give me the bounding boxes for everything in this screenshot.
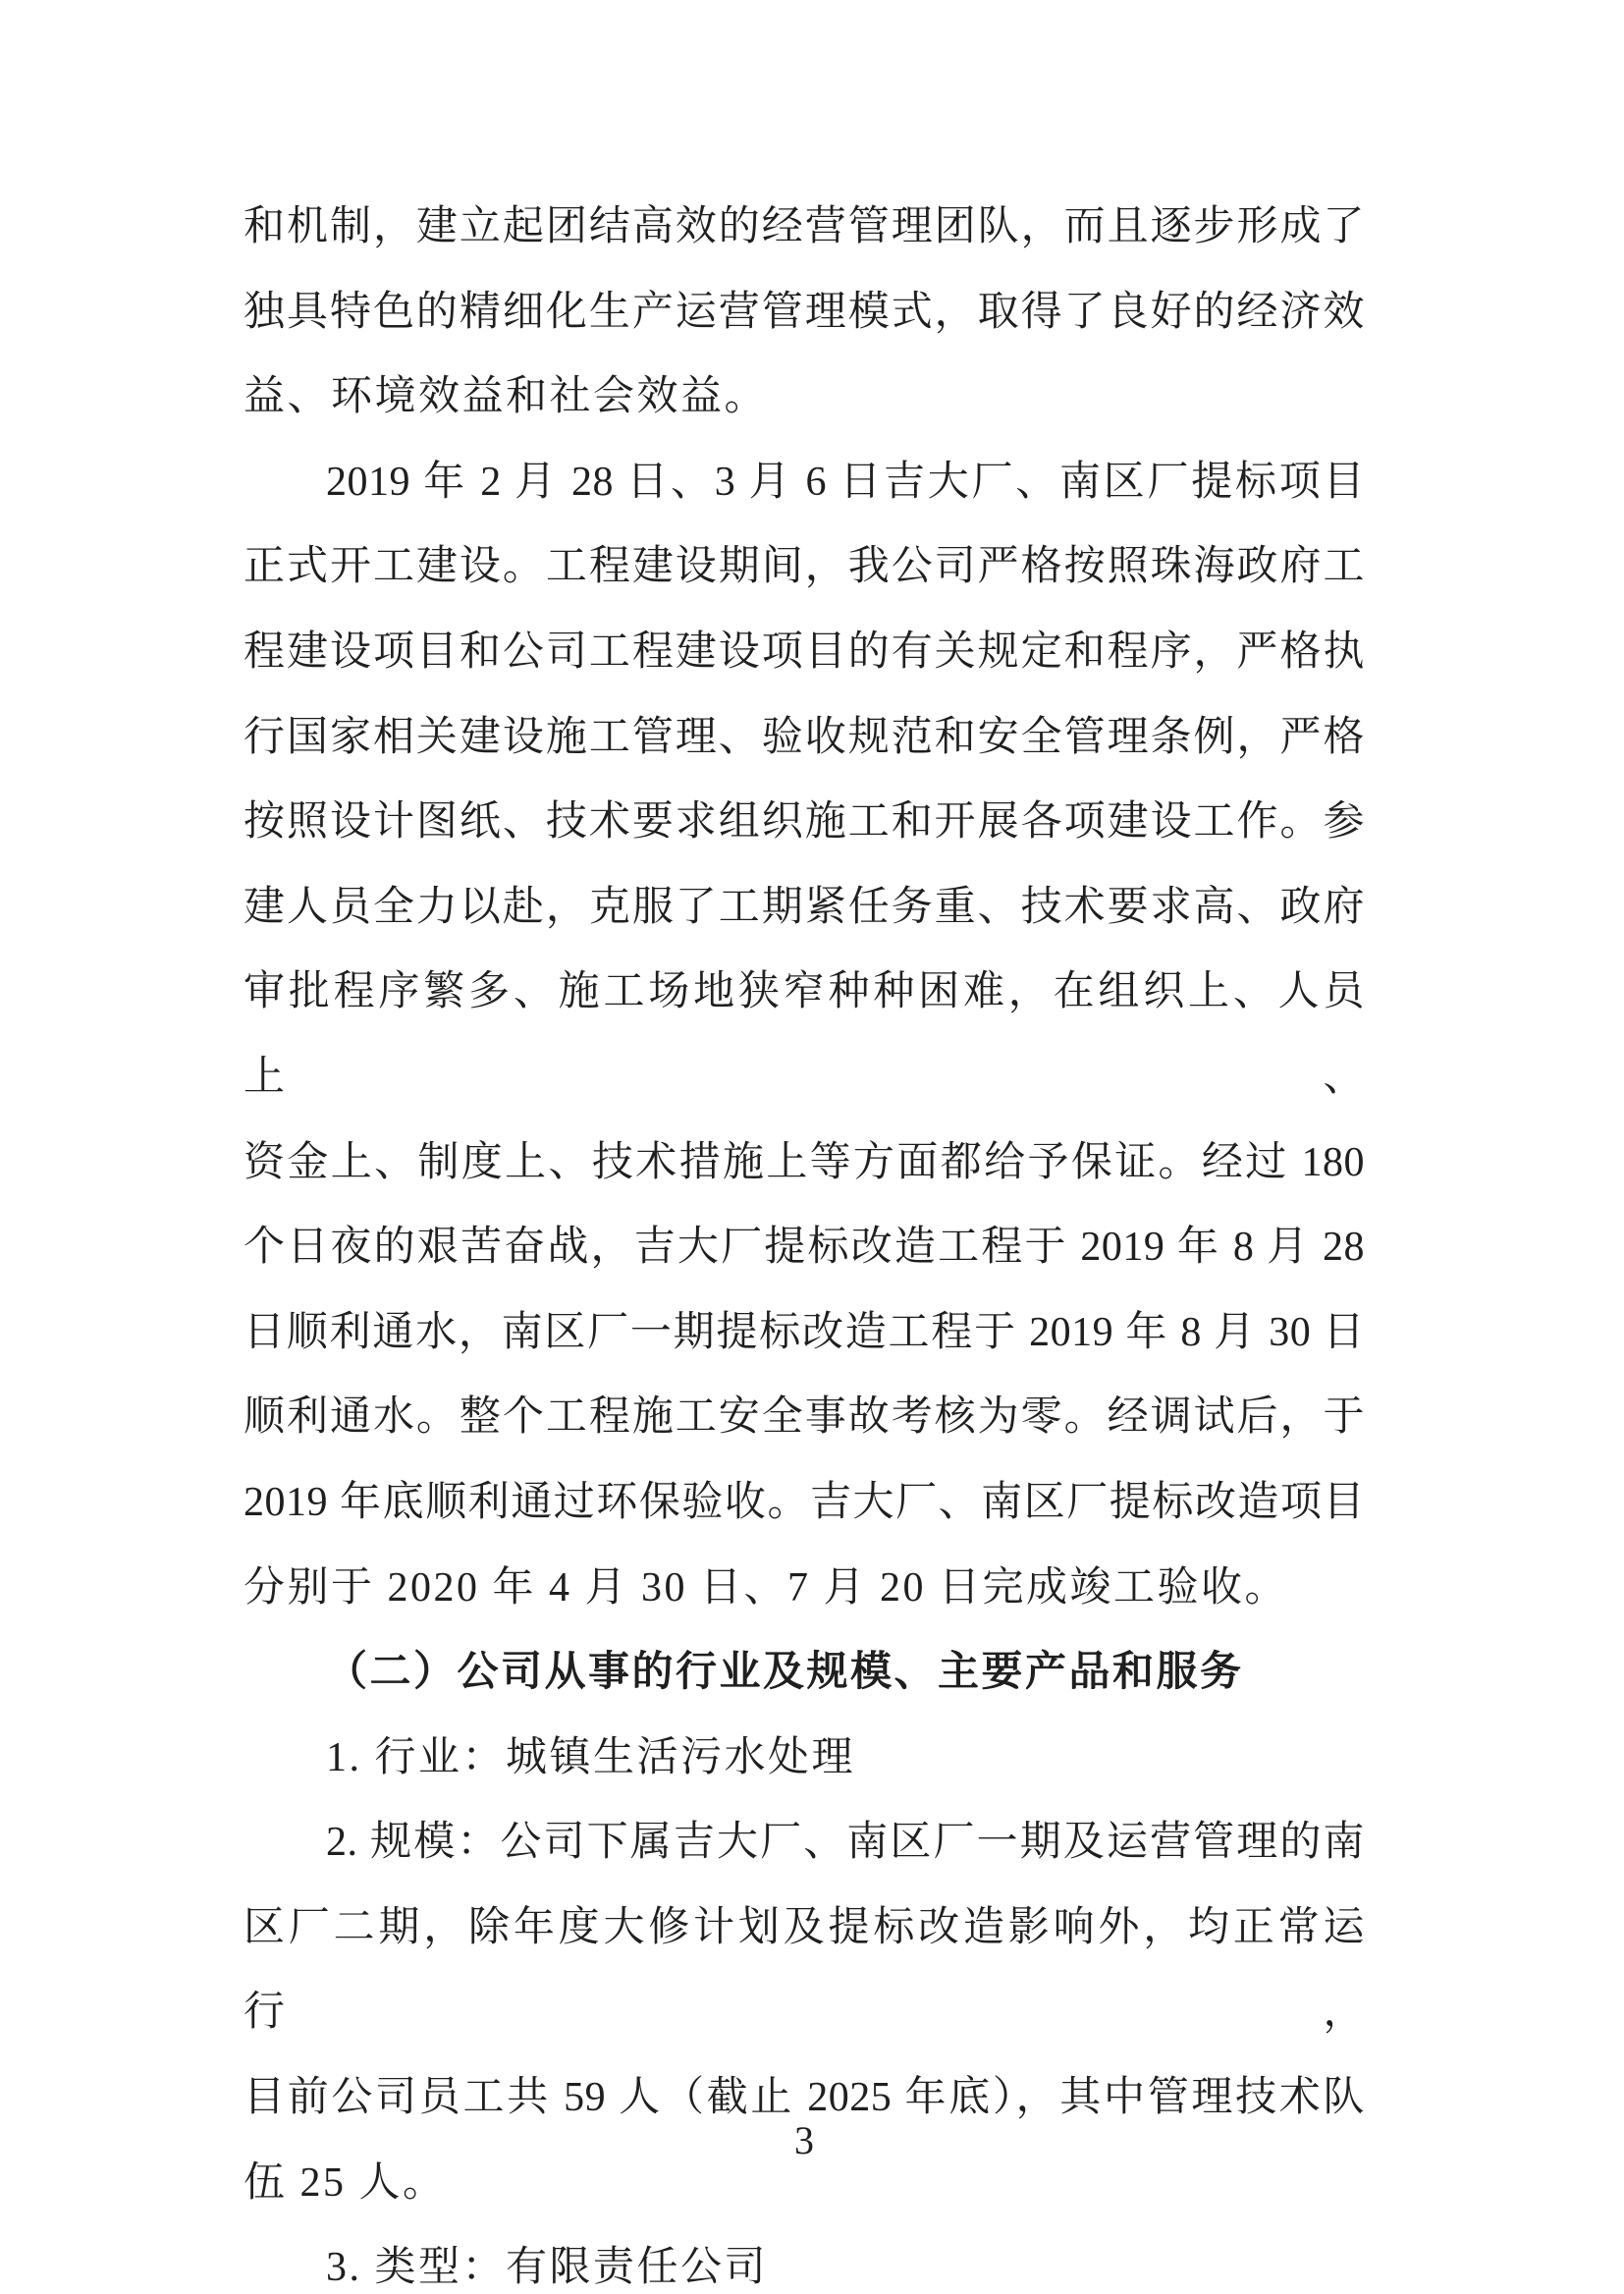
text-line: 资金上、制度上、技术措施上等方面都给予保证。经过 180 xyxy=(244,1139,1365,1185)
text-line: 日顺利通水，南区厂一期提标改造工程于 2019 年 8 月 30 日 xyxy=(244,1309,1365,1355)
text-line: 行国家相关建设施工管理、验收规范和安全管理条例，严格 xyxy=(244,714,1365,760)
numbered-item: 3. 类型：有限责任公司 xyxy=(326,2245,769,2291)
text-line: 按照设计图纸、技术要求组织施工和开展各项建设工作。参 xyxy=(244,799,1365,846)
text-line: 区厂二期，除年度大修计划及提标改造影响外，均正常运行， xyxy=(244,1904,1365,2036)
text-line: 程建设项目和公司工程建设项目的有关规定和程序，严格执 xyxy=(244,628,1365,675)
text-line: 独具特色的精细化生产运营管理模式，取得了良好的经济效 xyxy=(244,289,1365,335)
section-heading: （二）公司从事的行业及规模、主要产品和服务 xyxy=(326,1650,1244,1696)
text-line: 审批程序繁多、施工场地狭窄种种困难，在组织上、人员上、 xyxy=(244,969,1365,1100)
text-line: 益、环境效益和社会效益。 xyxy=(244,374,769,420)
numbered-item: 2. 规模：公司下属吉大厂、南区厂一期及运营管理的南 xyxy=(326,1820,1365,1866)
text-line: 分别于 2020 年 4 月 30 日、7 月 20 日完成竣工验收。 xyxy=(244,1564,1289,1611)
text-line: 目前公司员工共 59 人（截止 2025 年底），其中管理技术队 xyxy=(244,2075,1365,2121)
text-line: 顺利通水。整个工程施工安全事故考核为零。经调试后，于 xyxy=(244,1394,1365,1441)
text-line: 2019 年 2 月 28 日、3 月 6 日吉大厂、南区厂提标项目 xyxy=(326,459,1365,505)
numbered-item: 1. 行业：城镇生活污水处理 xyxy=(326,1734,856,1780)
text-line: 和机制，建立起团结高效的经营管理团队，而且逐步形成了 xyxy=(244,204,1365,249)
page-number: 3 xyxy=(794,2118,814,2162)
text-block xyxy=(244,185,1365,2294)
text-line: 建人员全力以赴，克服了工期紧任务重、技术要求高、政府 xyxy=(244,884,1365,930)
text-line: 2019 年底顺利通过环保验收。吉大厂、南区厂提标改造项目 xyxy=(244,1479,1365,1525)
text-line: 个日夜的艰苦奋战，吉大厂提标改造工程于 2019 年 8 月 28 xyxy=(244,1225,1365,1271)
text-line: 伍 25 人。 xyxy=(244,2159,447,2206)
text-line: 正式开工建设。工程建设期间，我公司严格按照珠海政府工 xyxy=(244,544,1365,590)
